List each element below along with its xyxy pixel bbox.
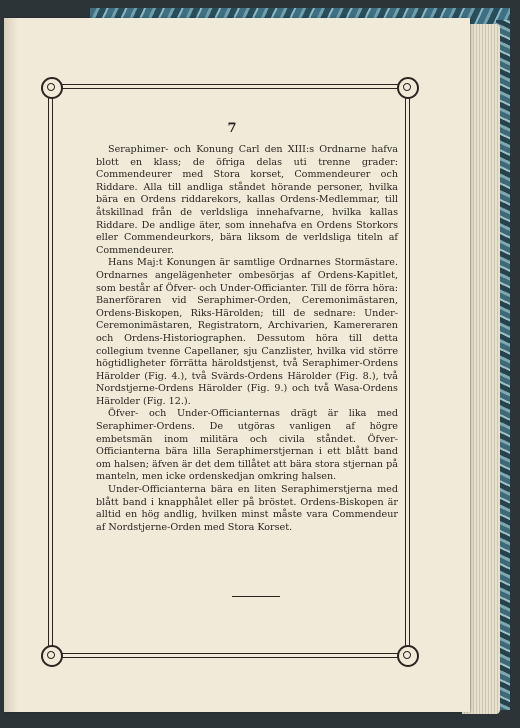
decorative-frame-inner xyxy=(52,88,406,654)
corner-ornament-icon xyxy=(397,77,419,99)
corner-ornament-icon xyxy=(41,77,63,99)
paragraph-4: Under-Officianterna bära en liten Seraphimerstjerna med blått band i knapphålet eller på bröstet. Ordens-Biskopen är alltid en hög andlig, hvilken minst måste vara Commendeur af Nordstjerne-Orden med Stora Korset. xyxy=(96,484,398,533)
corner-ornament-icon xyxy=(397,645,419,667)
paragraph-1: Seraphimer- och Konung Carl den XIII:s Ordnarne hafva blott en klass; de öfriga delas uti trenne grader: Commendeurer med Stora korset, Commendeurer och Riddare. Alla till andliga ståndet hörande personer, hvilka bära en Ordens riddarekors, kallas Ordens-Medlemmar, till åtskillnad från de verldsliga innehafvarne, hvilka kallas Riddare. De andlige äter, som innehafva en Ordens Storkors eller Commendeurkors, bära liksom de verldsliga titeln af Commendeurer. xyxy=(96,144,398,256)
page-number: 7 xyxy=(227,121,237,136)
corner-ornament-icon xyxy=(41,645,63,667)
paragraph-2: Hans Maj:t Konungen är samtlige Ordnarnes Stormästare. Ordnarnes angelägenheter ombesörjas af Ordens-Kapitlet, som består af Öfver- och Under-Officianter. Till de förra höra: Banerföraren vid Seraphimer-Orden, Ceremonimästaren, Ordens-Biskopen, Riks-Häroldеn; till de sednare: Under-Ceremonimästaren, Registratorn, Archivarien, Kamereraren och Ordens-Historiographen. Dessutom höra till detta collegium tvenne Capellaner, sju Canzlister, hvilka vid större högtidligheter förrätta häroldstjenst, två Seraphimer-Ordens Härolder (Fig. 4.), två Svärds-Ordens Härolder (Fig. 8.), två Nordstjerne-Ordens Härolder (Fig. 9.) och två Wasa-Ordens Härolder (Fig. 12.). xyxy=(96,257,398,407)
paragraph-3: Öfver- och Under-Officianternas drägt är lika med Seraphimer-Ordens. De utgöras vanligen af högre embetsmän inom militära och civila ståndet. Öfver-Officianterna bära lilla Seraphimerstjernan i ett blått band om halsen; äfven är det dem tillåtet att bära stora stjernan på manteln, men icke ordenskedjan omkring halsen. xyxy=(96,408,398,483)
